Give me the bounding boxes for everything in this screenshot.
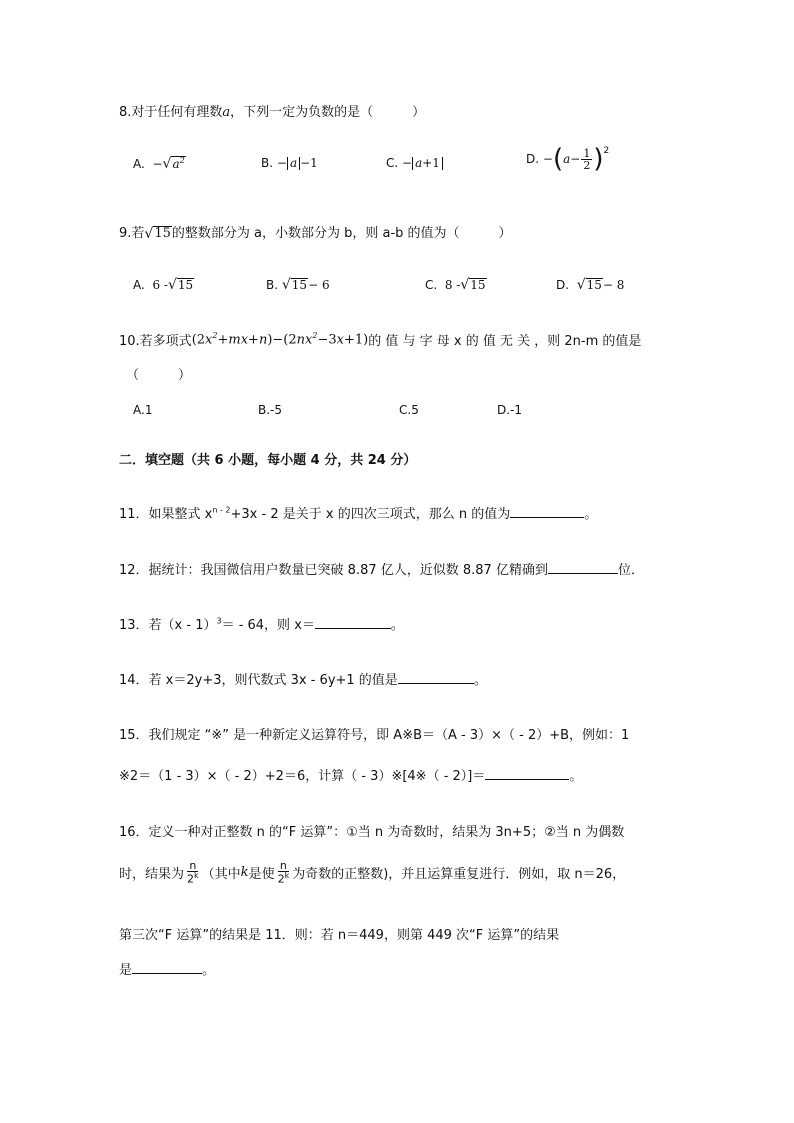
- q8-option-a: A. − √ $a^2$: [133, 156, 185, 173]
- sqrt-expr: √ $a^2$: [162, 156, 185, 173]
- q16-line2-b: （其中: [201, 866, 241, 882]
- question-16-line-4: [119, 959, 215, 978]
- q9-option-d: [556, 278, 624, 292]
- question-16-line-2: [119, 860, 625, 885]
- q12-pre: 12．据统计：我国微信用户数量已突破 8.87 亿人，近似数 8.87 亿精确到: [119, 563, 548, 578]
- q10-stem-post: 的 值 与 字 母 x 的 值 无 关 ，则 2n-m 的值是: [368, 334, 642, 349]
- q9-stem-pre: 9.若: [119, 226, 145, 241]
- answer-blank[interactable]: [548, 561, 618, 574]
- q11-end: 。: [584, 507, 598, 522]
- q10-option-c: C.5: [399, 403, 419, 417]
- fraction-n-over-2k: $\frac{n}{2^k}$: [277, 859, 290, 886]
- q9-option-a: [133, 278, 194, 292]
- q16-line2-d: 为奇数的正整数)，并且运算重复进行．例如，取 n＝26，: [292, 866, 626, 882]
- q8-stem-text-2: ，下列一定为负数的是（ ）: [230, 105, 426, 120]
- sqrt-15: √ 15: [576, 277, 602, 294]
- q16-end: 。: [202, 963, 216, 978]
- q8-option-b: B. − a −1: [261, 156, 318, 170]
- q10-option-d: D.-1: [497, 403, 523, 417]
- option-label: B.: [261, 156, 274, 170]
- option-label: D.: [556, 278, 570, 293]
- question-9-stem: [119, 222, 512, 241]
- q10-option-a: A.1: [133, 403, 153, 417]
- q11-pre: 11．如果整式 x: [119, 507, 213, 522]
- question-15-line-2: [119, 765, 582, 784]
- question-16-line-1: 16．定义一种对正整数 n 的“F 运算”：①当 n 为奇数时，结果为 3n+5；②当 n 为偶数: [119, 825, 625, 840]
- q13-end: 。: [390, 618, 404, 633]
- q14-pre: 14．若 x＝2y+3，则代数式 3x - 6y+1 的值是: [119, 673, 398, 688]
- answer-blank[interactable]: [315, 616, 391, 629]
- sqrt-15: √ 15: [144, 225, 171, 242]
- q10-stem-pre: 10.若多项式: [119, 334, 192, 349]
- q16-line2-c: 是使: [248, 866, 275, 882]
- q13-sup: 3: [216, 616, 222, 626]
- q13-post: ＝ - 64，则 x＝: [221, 618, 315, 633]
- q11-sup: n - 2: [212, 505, 231, 515]
- q15-end: 。: [569, 769, 583, 784]
- q9-stem-post: 的整数部分为 a，小数部分为 b，则 a-b 的值为（ ）: [171, 226, 512, 241]
- question-12: [119, 559, 644, 578]
- q16-line2-a: 时，结果为: [119, 866, 185, 882]
- answer-blank[interactable]: [510, 505, 584, 518]
- q11-post: +3x - 2 是关于 x 的四次三项式，那么 n 的值为: [230, 507, 511, 522]
- q12-end: 位．: [617, 563, 644, 578]
- q8-option-c: C. − a+1: [386, 156, 443, 170]
- q9-option-c: [425, 278, 487, 292]
- expr: 8 -: [444, 278, 461, 293]
- option-label: A.: [133, 278, 145, 293]
- question-8-stem: [119, 101, 425, 120]
- question-11: [119, 503, 597, 522]
- question-16-line-3: 第三次“F 运算”的结果是 11．则：若 n＝449，则第 449 次“F 运算”的结果: [119, 928, 560, 943]
- q15-line2-pre: ※2＝（1 - 3）×（ - 2）+2＝6，计算（ - 3）※[4※（ - 2）]＝: [119, 769, 486, 784]
- q10-option-b: B.-5: [258, 403, 283, 417]
- q8-option-d: D. − ( a − $\frac{1}{2}$ ) $^2$: [526, 144, 610, 174]
- option-label: A.: [133, 157, 145, 172]
- option-label: B.: [266, 278, 279, 293]
- answer-blank[interactable]: [132, 961, 202, 974]
- sqrt-15: √ 15: [460, 277, 486, 294]
- q16-var-k: k: [240, 864, 249, 880]
- option-label: C.: [386, 156, 399, 170]
- fraction-n-over-2k: $\frac{n}{2^k}$: [187, 859, 199, 886]
- q13-pre: 13．若（x - 1）: [119, 618, 217, 633]
- answer-blank[interactable]: [485, 767, 569, 780]
- question-10-stem: [119, 330, 641, 349]
- answer-blank[interactable]: [398, 671, 474, 684]
- expr: − 6: [308, 278, 330, 293]
- option-label: D.: [526, 152, 540, 166]
- question-13: [119, 614, 404, 633]
- sqrt-15: √ 15: [281, 277, 308, 294]
- section-2-title: 二．填空题（共 6 小题，每小题 4 分，共 24 分）: [119, 453, 417, 468]
- expr: − 8: [602, 278, 625, 293]
- q8-stem-text: 8.对于任何有理数: [119, 105, 223, 120]
- expr: 6 -: [152, 278, 168, 293]
- option-label: C.: [425, 278, 438, 293]
- q9-option-b: [266, 278, 330, 292]
- q16-line4-pre: 是: [119, 963, 133, 978]
- q8-var: a: [222, 105, 231, 120]
- q14-end: 。: [473, 673, 487, 688]
- question-14: [119, 669, 487, 688]
- q10-paren: （ ）: [126, 368, 192, 383]
- question-15-line-1: 15．我们规定 “※” 是一种新定义运算符号，即 A※B＝（A - 3）×（ - 2）+B，例如：1: [119, 728, 630, 743]
- sqrt-15: √ 15: [167, 277, 194, 294]
- q10-polynomial: $(2x^2+mx+n)-(2nx^2-3x+1)$: [191, 331, 369, 348]
